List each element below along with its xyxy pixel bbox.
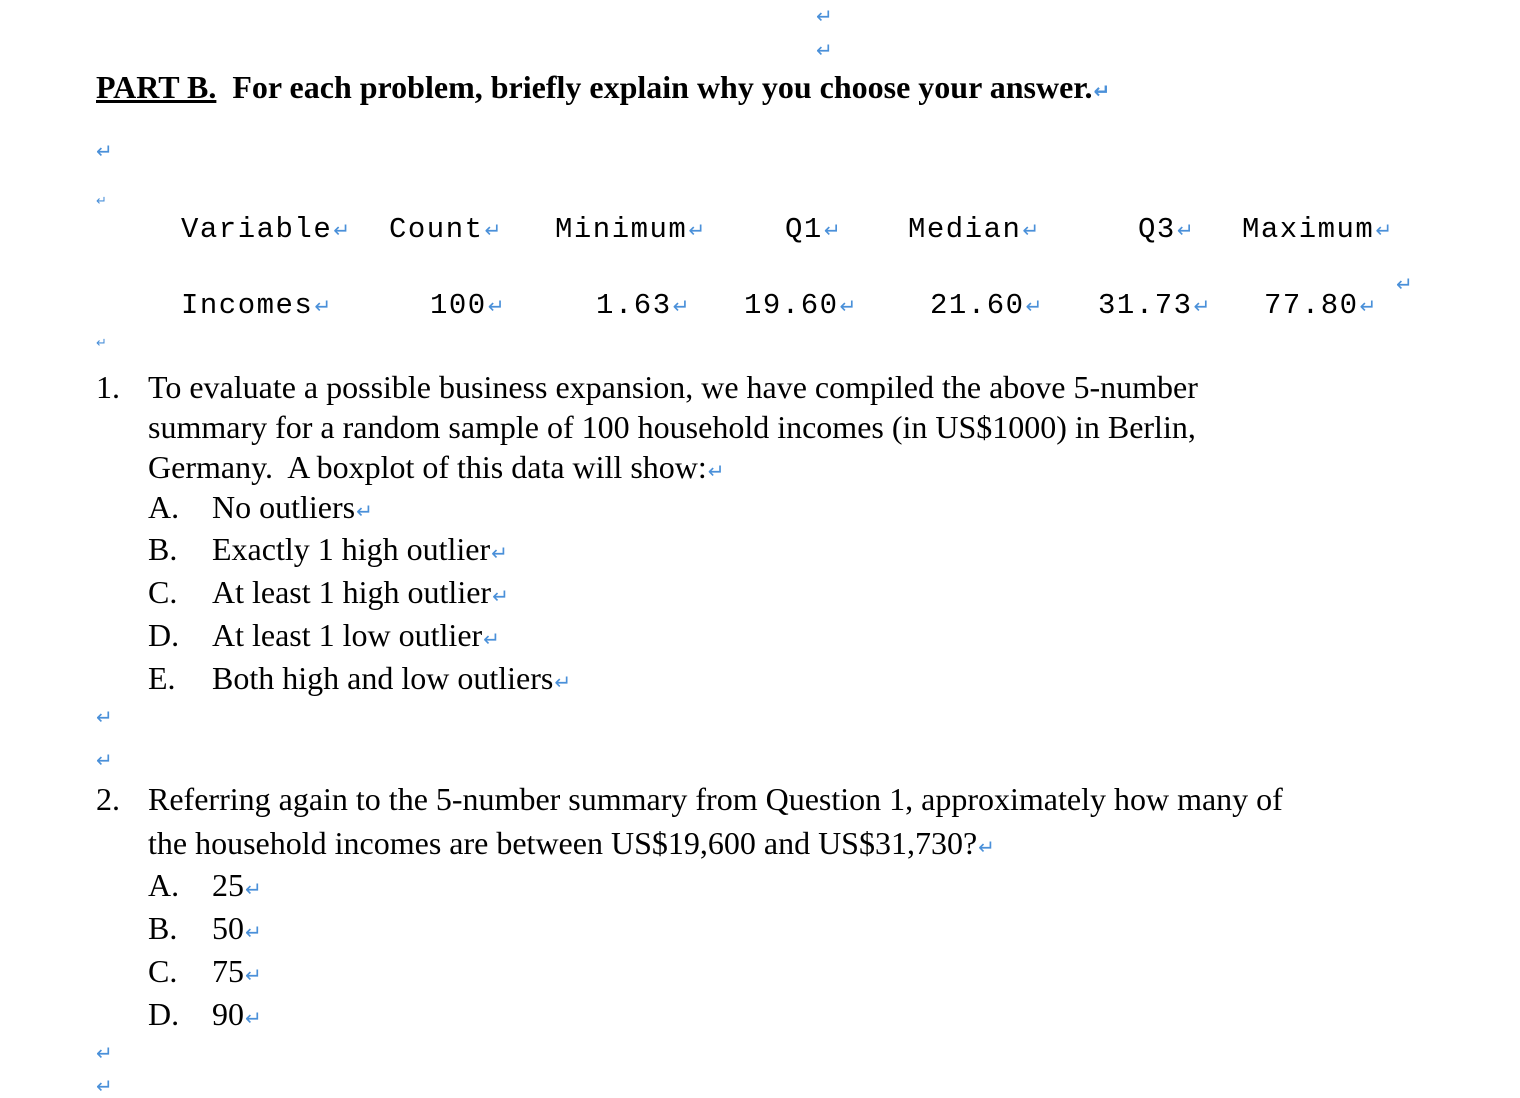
instruction-text: For each problem, briefly explain why you choose your answer. bbox=[232, 69, 1093, 105]
header-cell-variable: Variable↵ bbox=[181, 213, 352, 246]
paragraph-mark: ↵ bbox=[96, 1041, 113, 1065]
question-number: 1. bbox=[96, 369, 120, 405]
paragraph-mark: ↵ bbox=[96, 1074, 113, 1098]
paragraph-mark: ↵ bbox=[816, 4, 833, 28]
paragraph-mark: ↵ bbox=[96, 336, 107, 351]
paragraph-mark: ↵ bbox=[96, 705, 113, 729]
paragraph-mark: ↵ bbox=[96, 139, 113, 163]
paragraph-mark: ↵ bbox=[1396, 272, 1413, 296]
header-cell-count: Count↵ bbox=[389, 213, 503, 246]
paragraph-mark: ↵ bbox=[96, 194, 107, 209]
question-line: the household incomes are between US$19,600 and US$31,730?↵ bbox=[148, 825, 995, 861]
row-cell-count: 100↵ bbox=[430, 289, 506, 322]
paragraph-mark: ↵ bbox=[96, 748, 113, 772]
question-line: Referring again to the 5-number summary from Question 1, approximately how many of bbox=[148, 781, 1283, 817]
answer-option-a[interactable]: A. No outliers↵ bbox=[148, 489, 373, 525]
header-cell-maximum: Maximum↵ bbox=[1242, 213, 1394, 246]
answer-option-c[interactable]: C. At least 1 high outlier↵ bbox=[148, 574, 509, 610]
row-cell-maximum: 77.80↵ bbox=[1264, 289, 1378, 322]
row-cell-median: 21.60↵ bbox=[930, 289, 1044, 322]
header-cell-q1: Q1↵ bbox=[785, 213, 843, 246]
part-heading bbox=[96, 67, 1110, 111]
row-cell-minimum: 1.63↵ bbox=[596, 289, 691, 322]
header-cell-q3: Q3↵ bbox=[1138, 213, 1196, 246]
paragraph-mark: ↵ bbox=[1093, 79, 1111, 103]
question-line: Germany. A boxplot of this data will show:↵ bbox=[148, 449, 725, 485]
question-line: summary for a random sample of 100 household incomes (in US$1000) in Berlin, bbox=[148, 409, 1196, 445]
row-cell-q3: 31.73↵ bbox=[1098, 289, 1212, 322]
answer-option-c[interactable]: C. 75↵ bbox=[148, 953, 262, 989]
row-cell-q1: 19.60↵ bbox=[744, 289, 858, 322]
answer-option-b[interactable]: B. Exactly 1 high outlier↵ bbox=[148, 531, 508, 567]
answer-option-b[interactable]: B. 50↵ bbox=[148, 910, 262, 946]
answer-option-d[interactable]: D. 90↵ bbox=[148, 996, 262, 1032]
answer-option-a[interactable]: A. 25↵ bbox=[148, 867, 262, 903]
answer-option-e[interactable]: E. Both high and low outliers↵ bbox=[148, 660, 572, 696]
paragraph-mark: ↵ bbox=[816, 38, 833, 62]
question-line: To evaluate a possible business expansion, we have compiled the above 5-number bbox=[148, 369, 1198, 405]
question-number: 2. bbox=[96, 781, 120, 817]
header-cell-median: Median↵ bbox=[908, 213, 1041, 246]
part-label: PART B. bbox=[96, 69, 217, 105]
header-cell-minimum: Minimum↵ bbox=[555, 213, 707, 246]
row-cell-variable: Incomes↵ bbox=[181, 289, 333, 322]
answer-option-d[interactable]: D. At least 1 low outlier↵ bbox=[148, 617, 500, 653]
